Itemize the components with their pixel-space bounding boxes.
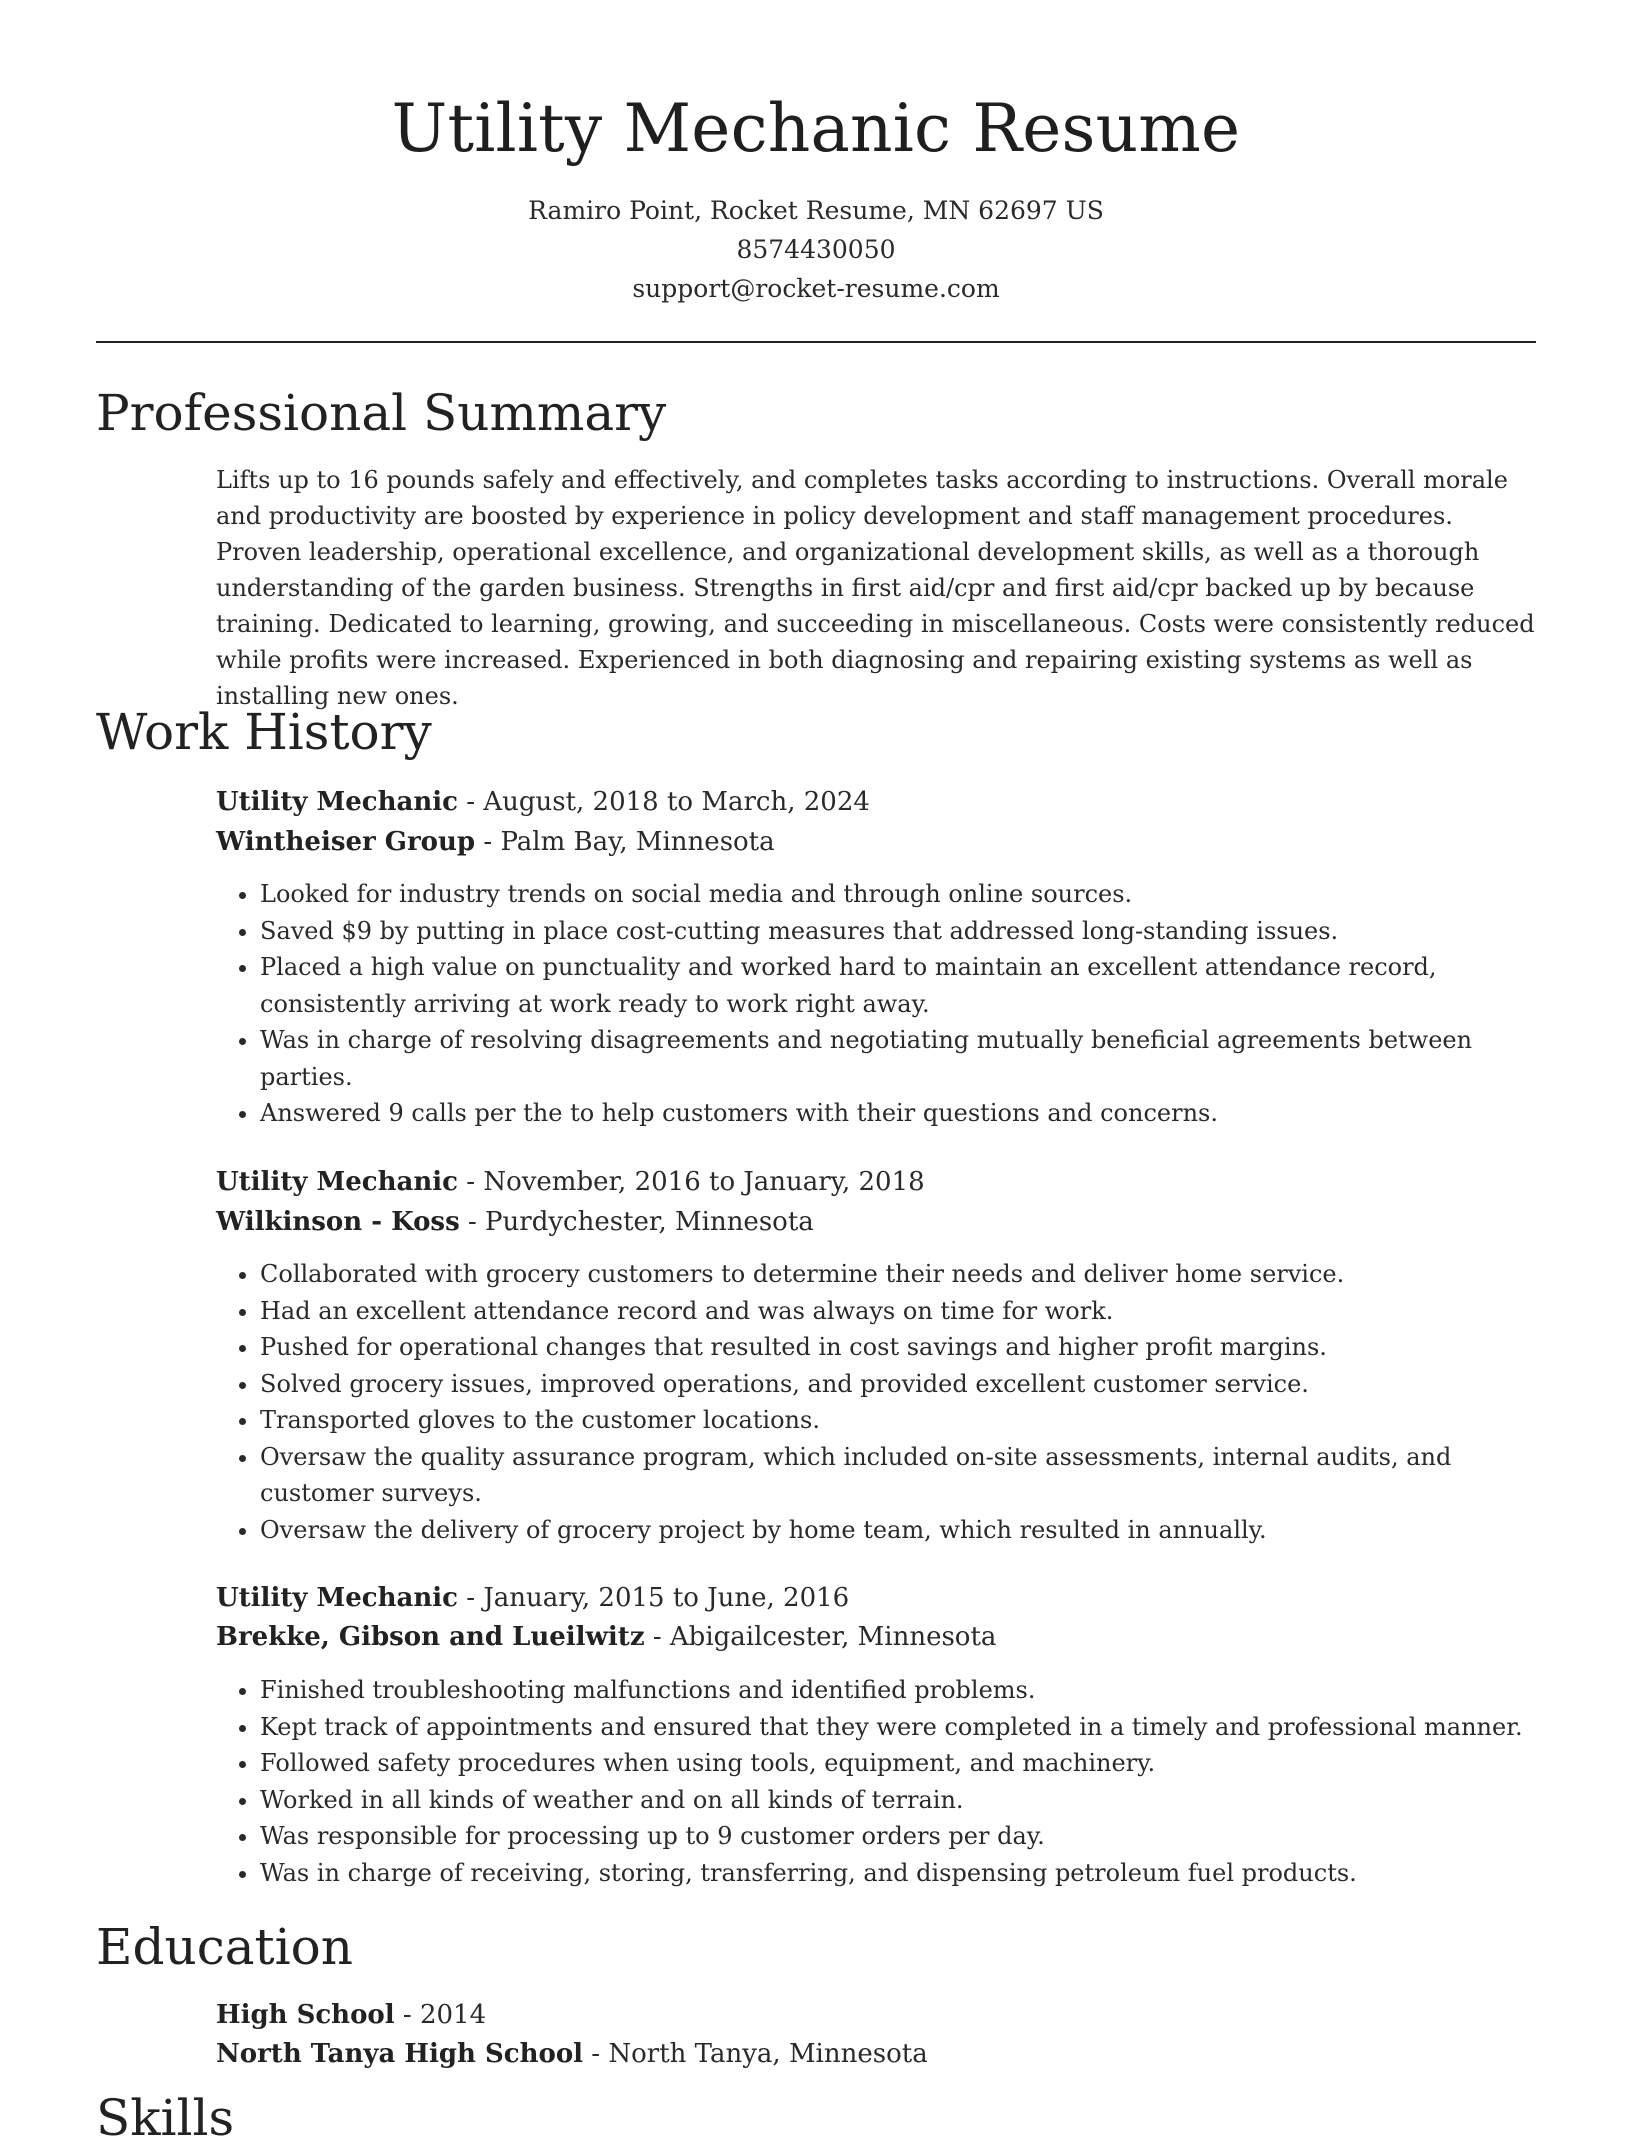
job-title-line: [216, 1578, 849, 1618]
job-company-line: [216, 1202, 814, 1242]
job-dates: - January, 2015 to June, 2016: [458, 1583, 850, 1613]
section-heading-summary: Professional Summary: [96, 384, 667, 442]
job-company: Wintheiser Group: [216, 827, 476, 857]
section-heading-education: Education: [96, 1918, 353, 1976]
section-heading-skills: Skills: [96, 2089, 235, 2147]
job-bullets: [216, 876, 1536, 1132]
section-heading-work-history: Work History: [96, 703, 432, 761]
job-bullet: • Was in charge of resolving disagreements and negotiating mutually beneficial agreements between parties.: [260, 1022, 1536, 1095]
job-bullet: • Placed a high value on punctuality and worked hard to maintain an excellent attendance record, consistently arriving at work ready to work right away.: [260, 949, 1536, 1022]
job-bullet: • Had an excellent attendance record and was always on time for work.: [260, 1293, 1536, 1330]
contact-info: [0, 191, 1632, 308]
job-title-line: [216, 782, 870, 822]
job-bullet: • Was responsible for processing up to 9 customer orders per day.: [260, 1818, 1536, 1855]
job-bullet: • Solved grocery issues, improved operations, and provided excellent customer service.: [260, 1366, 1536, 1403]
education-school: North Tanya High School: [216, 2039, 584, 2069]
job-bullet: • Collaborated with grocery customers to determine their needs and deliver home service.: [260, 1256, 1536, 1293]
header-divider: [96, 341, 1536, 343]
job-title: Utility Mechanic: [216, 787, 458, 817]
job-bullet: • Answered 9 calls per the to help customers with their questions and concerns.: [260, 1095, 1536, 1132]
education-degree: High School: [216, 2000, 395, 2030]
job-bullet: • Worked in all kinds of weather and on all kinds of terrain.: [260, 1782, 1536, 1819]
job-location: - Abigailcester, Minnesota: [644, 1622, 997, 1652]
job-title: Utility Mechanic: [216, 1167, 458, 1197]
education-year: - 2014: [394, 2000, 487, 2030]
job-dates: - November, 2016 to January, 2018: [458, 1167, 925, 1197]
job-bullet: • Transported gloves to the customer locations.: [260, 1402, 1536, 1439]
job-company: Wilkinson - Koss: [216, 1207, 460, 1237]
contact-address: Ramiro Point, Rocket Resume, MN 62697 US: [528, 196, 1104, 225]
job-dates: - August, 2018 to March, 2024: [458, 787, 870, 817]
job-bullets: [216, 1672, 1536, 1891]
education-degree-line: [216, 1995, 486, 2035]
job-bullet: • Oversaw the delivery of grocery project by home team, which resulted in annually.: [260, 1512, 1536, 1549]
job-bullet: • Finished troubleshooting malfunctions and identified problems.: [260, 1672, 1536, 1709]
job-bullet: • Kept track of appointments and ensured that they were completed in a timely and professional manner.: [260, 1709, 1536, 1746]
job-bullet: • Followed safety procedures when using tools, equipment, and machinery.: [260, 1745, 1536, 1782]
job-title: Utility Mechanic: [216, 1583, 458, 1613]
summary-text: Lifts up to 16 pounds safely and effectively, and completes tasks according to instructions. Overall morale and productivity are boosted by experience in policy development and staff management procedures. Proven leadership, operational excellence, and organizational development skills, as well as a thorough understanding of the garden business. Strengths in first aid/cpr and first aid/cpr backed up by because training. Dedicated to learning, growing, and succeeding in miscellaneous. Costs were consistently reduced while profits were increased. Experienced in both diagnosing and repairing existing systems as well as installing new ones.: [216, 466, 1535, 710]
job-company: Brekke, Gibson and Lueilwitz: [216, 1622, 645, 1652]
education-location: - North Tanya, Minnesota: [583, 2039, 928, 2069]
job-bullets: [216, 1256, 1536, 1548]
contact-phone: 8574430050: [736, 235, 896, 264]
job-bullet: • Looked for industry trends on social media and through online sources.: [260, 876, 1536, 913]
resume-title: Utility Mechanic Resume: [391, 90, 1241, 167]
job-location: - Palm Bay, Minnesota: [475, 827, 775, 857]
job-company-line: [216, 1617, 996, 1657]
job-bullet: • Saved $9 by putting in place cost-cutting measures that addressed long-standing issues.: [260, 913, 1536, 950]
education-school-line: [216, 2034, 928, 2074]
job-bullet: • Oversaw the quality assurance program, which included on-site assessments, internal audits, and customer surveys.: [260, 1439, 1536, 1512]
job-location: - Purdychester, Minnesota: [459, 1207, 814, 1237]
job-bullet: • Pushed for operational changes that resulted in cost savings and higher profit margins.: [260, 1329, 1536, 1366]
job-bullet: • Was in charge of receiving, storing, transferring, and dispensing petroleum fuel products.: [260, 1855, 1536, 1892]
job-title-line: [216, 1162, 925, 1202]
contact-email: support@rocket-resume.com: [632, 274, 1000, 303]
job-company-line: [216, 822, 775, 862]
